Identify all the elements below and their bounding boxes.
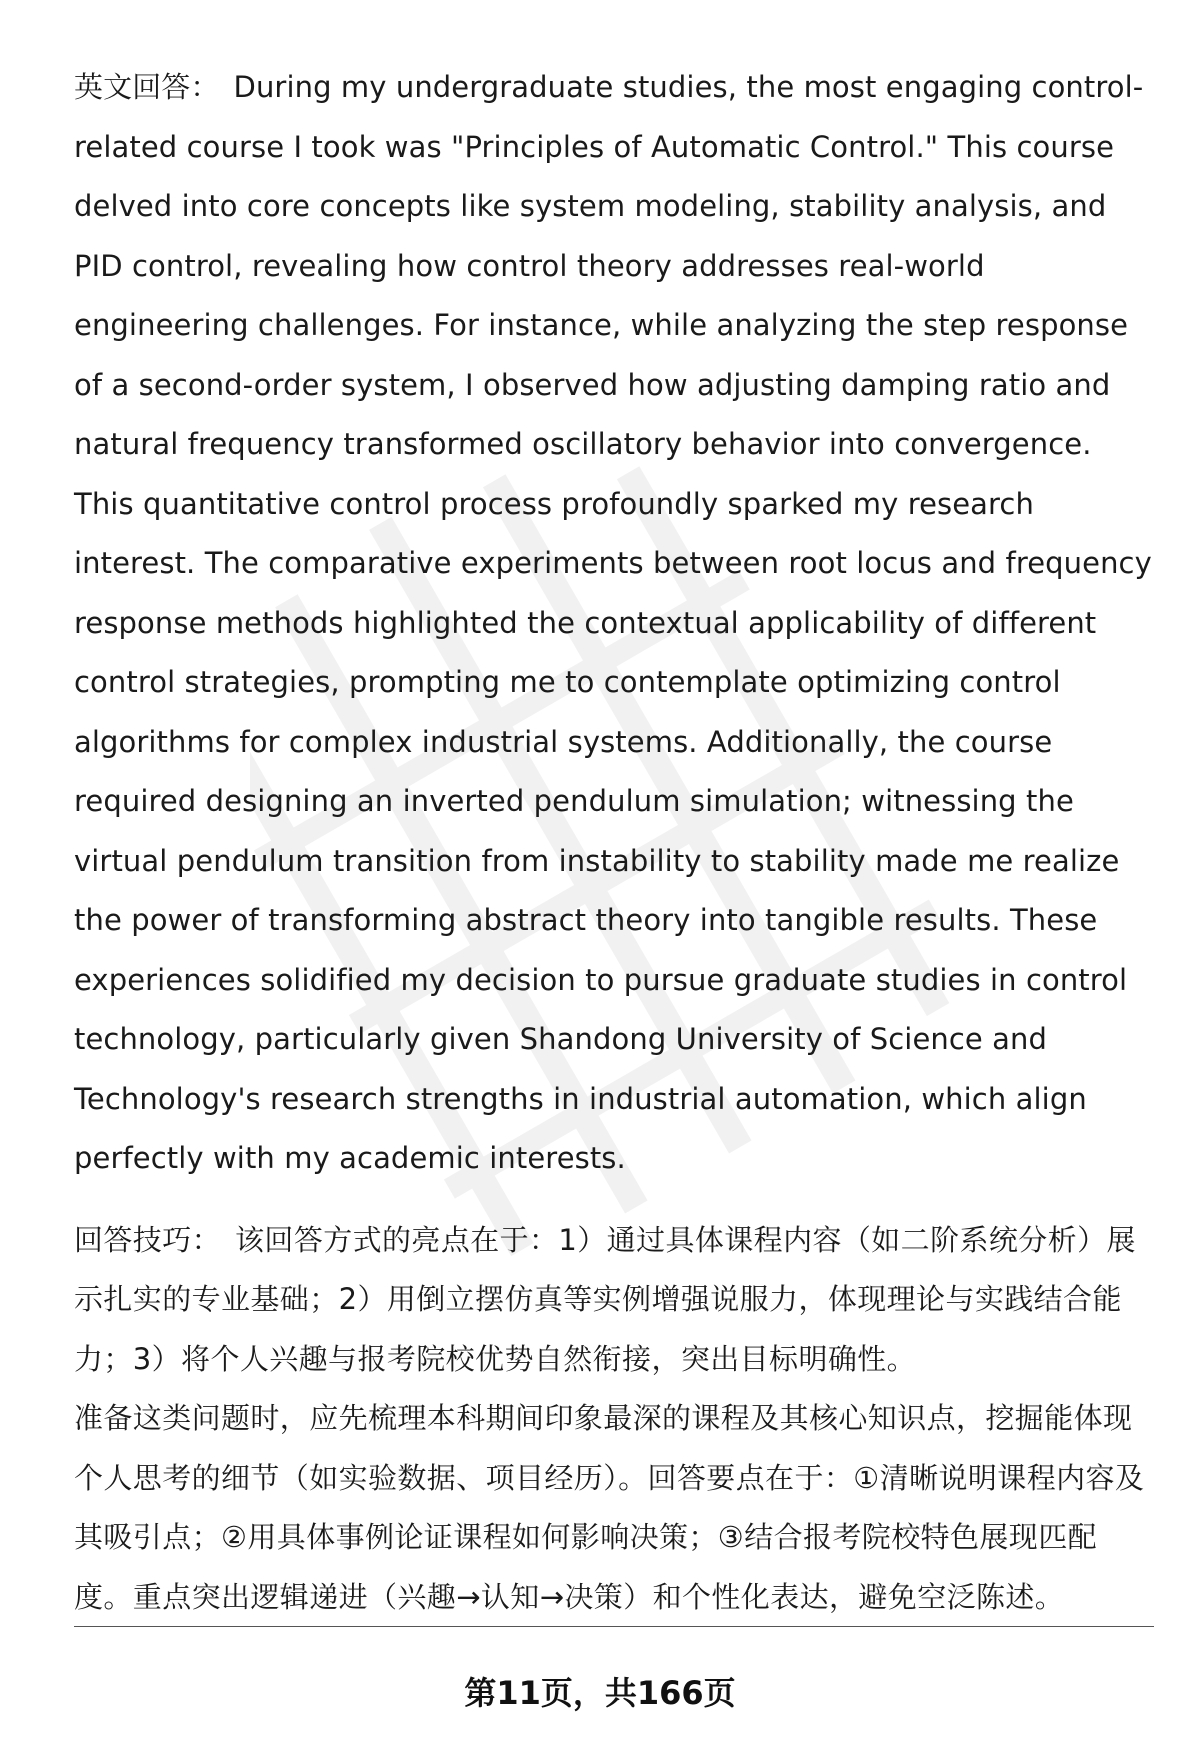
english-answer-text: During my undergraduate studies, the most engaging control-related course I took was "Principles of Automatic Control." This course delved into core concepts like system modeling, stability analysis, and PID control, revealing how control theory addresses real-world engineering challenges. For instance, while analyzing the step response of a second-order system, I observed how adjusting damping ratio and natural frequency transformed oscillatory behavior into convergence. This quantitative control process profoundly sparked my research interest. The comparative experiments between root locus and frequency response methods highlighted the contextual applicability of different control strategies, prompting me to contemplate optimizing control algorithms for complex industrial systems. Additionally, the course required designing an inverted pendulum simulation; witnessing the virtual pendulum transition from instability to stability made me realize the power of transforming abstract theory into tangible results. These experiences solidified my decision to pursue graduate studies in control technology, particularly given Shandong University of Science and Technology's research strengths in industrial automation, which align perfectly with my academic interests. — [74, 70, 1152, 1175]
english-answer-label: 英文回答： — [74, 70, 220, 104]
answer-tips-label: 回答技巧： — [74, 1222, 222, 1257]
footer-divider — [74, 1626, 1154, 1627]
answer-tips-paragraph — [74, 1211, 1154, 1390]
answer-tips-text: 该回答方式的亮点在于：1）通过具体课程内容（如二阶系统分析）展示扎实的专业基础；2）用倒立摆仿真等实例增强说服力，体现理论与实践结合能力；3）将个人兴趣与报考院校优势自然衔接，突出目标明确性。 — [74, 1222, 1136, 1376]
preparation-paragraph: 准备这类问题时，应先梳理本科期间印象最深的课程及其核心知识点，挖掘能体现个人思考的细节（如实验数据、项目经历）。回答要点在于：①清晰说明课程内容及其吸引点；②用具体事例论证课程如何影响决策；③结合报考院校特色展现匹配度。重点突出逻辑递进（兴趣→认知→决策）和个性化表达，避免空泛陈述。 — [74, 1401, 1145, 1614]
document-body — [74, 58, 1154, 1627]
page-number: 第11页，共166页 — [464, 1674, 736, 1712]
english-answer-paragraph — [74, 58, 1154, 1189]
